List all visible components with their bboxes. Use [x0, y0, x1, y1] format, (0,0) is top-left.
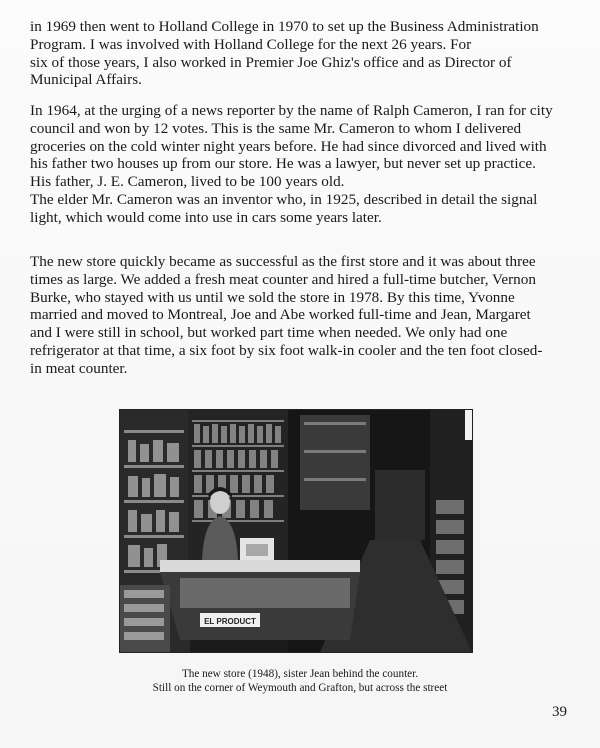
text-line: married and moved to Montreal, Joe and Abe worked full-time and Jean, Margaret [30, 306, 531, 324]
counter-sign: EL PRODUCT [204, 617, 256, 626]
paragraph-new-store [30, 253, 578, 378]
text-line: light, which would come into use in cars some years later. [30, 208, 382, 226]
store-photo [120, 410, 472, 652]
text-line: Burke, who stayed with us until we sold the store in 1978. By this time, Yvonne [30, 288, 515, 306]
text-line: six of those years, I also worked in Premier Joe Ghiz's office and as Director of [30, 53, 512, 71]
text-line: In 1964, at the urging of a news reporter by the name of Ralph Cameron, I ran for city [30, 102, 553, 119]
paragraph-holland-college [30, 18, 578, 89]
text-line: Municipal Affairs. [30, 71, 142, 89]
text-line: times as large. We added a fresh meat counter and hired a full-time butcher, Vernon [30, 270, 536, 288]
text-line: in 1969 then went to Holland College in 1970 to set up the Business Administration [30, 18, 539, 35]
page-number: 39 [552, 704, 567, 720]
text-line: His father, J. E. Cameron, lived to be 100 years old. [30, 173, 345, 191]
paragraph-city-council [30, 102, 578, 227]
photo-caption-line-1: The new store (1948), sister Jean behind the counter. [181, 668, 419, 680]
text-line: in meat counter. [30, 359, 128, 377]
text-line: groceries on the cold winter night years before. He had since divorced and lived with [30, 137, 547, 155]
text-line: The elder Mr. Cameron was an inventor who, in 1925, described in detail the signal [30, 190, 538, 208]
text-line: refrigerator at that time, a six foot by six foot walk-in cooler and the ten foot closed- [30, 341, 543, 359]
text-line: The new store quickly became as successful as the first store and it was about three [30, 253, 536, 270]
text-line: council and won by 12 votes. This is the same Mr. Cameron to whom I delivered [30, 119, 522, 137]
text-line: his father two houses up from our store. He was a lawyer, but never set up practice. [30, 155, 536, 173]
text-line: and I were still in school, but worked part time when needed. We only had one [30, 324, 508, 342]
photo-caption-line-2: Still on the corner of Weymouth and Grafton, but across the street [152, 682, 448, 694]
text-line: Program. I was involved with Holland College for the next 26 years. For [30, 35, 472, 53]
store-photo-illustration [120, 410, 472, 652]
